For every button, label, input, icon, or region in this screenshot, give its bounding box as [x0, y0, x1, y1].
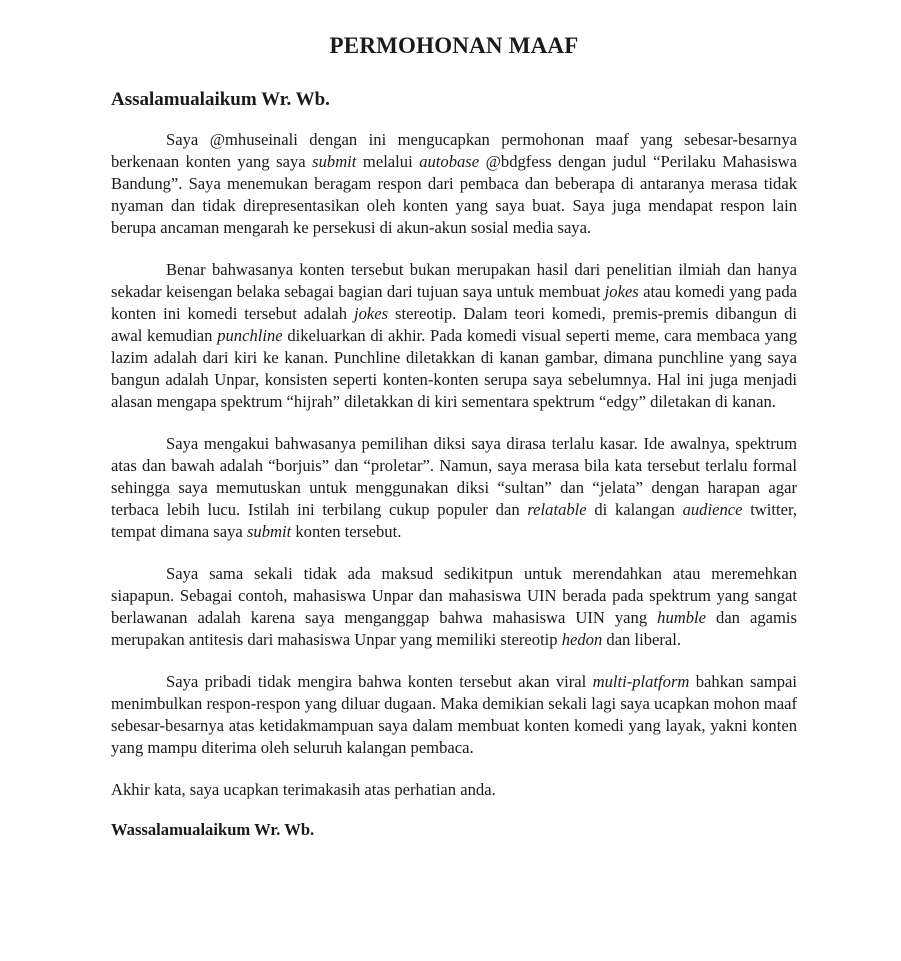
italic-term: relatable	[527, 500, 587, 519]
text-segment: bahkan sampai menimbulkan respon-respon yang diluar dugaan. Maka demikian sekali lagi saya ucapkan mohon maaf sebesar-besarnya atas ketidakmampuan saya dalam membuat konten komedi yang layak, yakni konten yang mampu diterima oleh seluruh kalangan pembaca.	[111, 672, 798, 757]
document-title: PERMOHONAN MAAF	[329, 33, 579, 58]
text-segment: dan agamis merupakan antitesis dari mahasiswa Unpar yang memiliki stereotip	[111, 608, 797, 649]
italic-term: multi-platform	[592, 672, 690, 691]
paragraph-2	[111, 259, 797, 413]
text-segment: twitter, tempat dimana saya	[111, 500, 797, 541]
letter-page	[111, 0, 797, 841]
text-segment: Benar bahwasanya konten tersebut bukan merupakan hasil dari penelitian ilmiah dan hanya sekadar keisengan belaka sebagai bagian dari tujuan saya untuk membuat	[111, 260, 797, 301]
italic-term: autobase	[419, 152, 480, 171]
text-segment: Saya sama sekali tidak ada maksud sedikitpun untuk merendahkan atau meremehkan siapapun. Sebagai contoh, mahasiswa Unpar dan mahasiswa UIN berada pada spektrum yang sangat berlawanan adalah karena saya menganggap bahwa mahasiswa UIN yang	[111, 564, 797, 627]
paragraph-5	[111, 671, 797, 759]
italic-term: jokes	[604, 282, 639, 301]
closing-sentence: Akhir kata, saya ucapkan terimakasih atas perhatian anda.	[111, 780, 496, 799]
paragraph-3	[111, 433, 797, 543]
paragraph-4	[111, 563, 797, 651]
text-segment: @bdgfess dengan judul “Perilaku Mahasiswa Bandung”. Saya menemukan beragam respon dari pembaca dan beberapa di antaranya merasa tidak nyaman dan tidak direpresentasikan oleh konten yang saya buat. Saya juga mendapat respon lain berupa ancaman mengarah ke persekusi di akun-akun sosial media saya.	[111, 152, 798, 237]
text-segment: melalui	[356, 152, 420, 171]
italic-term: punchline	[217, 326, 283, 345]
text-segment: Saya pribadi tidak mengira bahwa konten tersebut akan viral	[166, 672, 593, 691]
italic-term: humble	[657, 608, 707, 627]
text-segment: konten tersebut.	[291, 522, 402, 541]
text-segment: stereotip. Dalam teori komedi, premis-premis dibangun di awal kemudian	[111, 304, 797, 345]
text-segment: Saya @mhuseinali dengan ini mengucapkan permohonan maaf yang sebesar-besarnya berkenaan konten yang saya	[111, 130, 797, 171]
italic-term: jokes	[353, 304, 389, 323]
text-segment: atau komedi yang pada konten ini komedi tersebut adalah	[111, 282, 797, 323]
text-segment: Saya mengakui bahwasanya pemilihan diksi saya dirasa terlalu kasar. Ide awalnya, spektrum atas dan bawah adalah “borjuis” dan “proletar”. Namun, saya merasa bila kata tersebut terlalu formal sehingga saya memutuskan untuk menggunakan diksi “sultan” dan “jelata” dengan harapan agar terbaca lebih lucu. Istilah ini terbilang cukup populer dan	[111, 434, 797, 519]
greeting: Assalamualaikum Wr. Wb.	[111, 89, 330, 110]
text-segment: dan liberal.	[602, 630, 682, 649]
signoff: Wassalamualaikum Wr. Wb.	[111, 820, 315, 839]
text-segment: di kalangan	[586, 500, 683, 519]
italic-term: audience	[682, 500, 743, 519]
italic-term: hedon	[561, 630, 603, 649]
text-segment: dikeluarkan di akhir. Pada komedi visual seperti meme, cara membaca yang lazim adalah dari kiri ke kanan. Punchline diletakkan di kanan gambar, dimana punchline yang saya bangun adalah Unpar, konsisten seperti konten-konten serupa saya sebelumnya. Hal ini juga menjadi alasan mengapa spektrum “hijrah” diletakkan di kiri sementara spektrum “edgy” diletakan di kanan.	[111, 326, 798, 411]
italic-term: submit	[246, 522, 292, 541]
italic-term: submit	[312, 152, 357, 171]
paragraph-1	[111, 129, 797, 239]
